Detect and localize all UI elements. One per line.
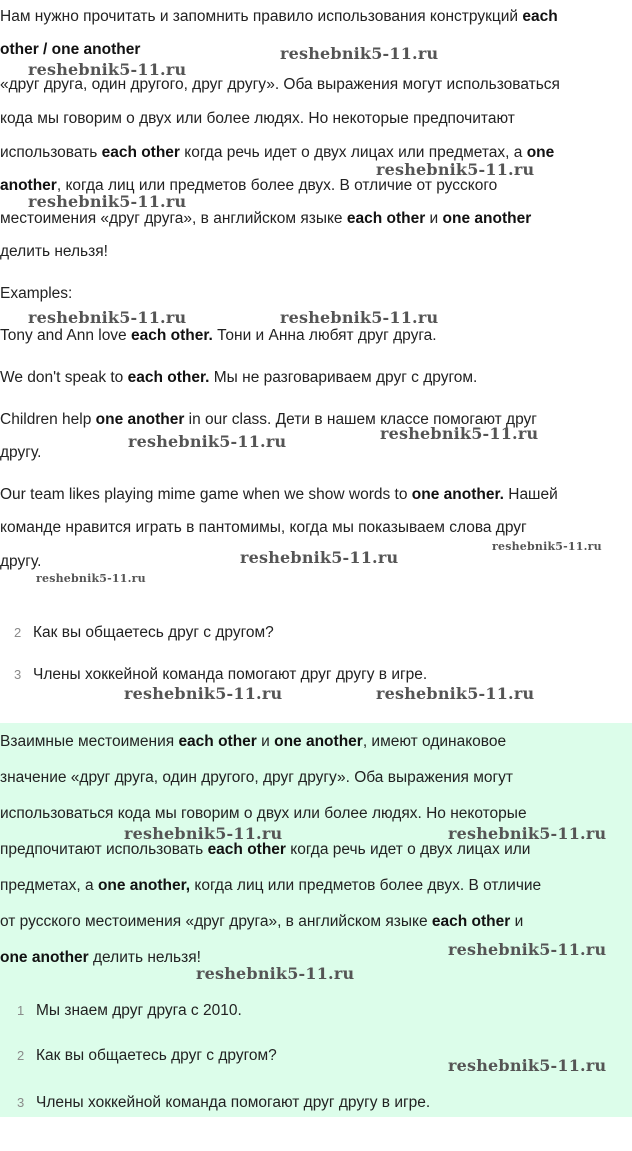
watermark: reshebnik5-11.ru [280,308,439,327]
intro-line-8: делить нельзя! [0,243,108,260]
watermark: reshebnik5-11.ru [492,540,602,553]
list-item: Мы знаем друг друга с 2010. [36,1002,242,1019]
watermark: reshebnik5-11.ru [448,1056,607,1075]
list-item: Члены хоккейной команда помогают друг другу в игре. [33,666,428,683]
example-1: Tony and Ann love each other. Тони и Анна любят друг друга. [0,327,437,344]
watermark: reshebnik5-11.ru [124,824,283,843]
example-4-line-1: Our team likes playing mime game when we show words to one another. Нашей [0,486,558,503]
watermark: reshebnik5-11.ru [36,572,146,585]
answer-line-6: от русского местоимения «друг друга», в английском языке each other и [0,913,524,930]
answer-line-4: предпочитают использовать each other когда речь идет о двух лицах или [0,841,531,858]
intro-line-1: Нам нужно прочитать и запомнить правило использования конструкций each [0,8,558,25]
watermark: reshebnik5-11.ru [196,964,355,983]
list-item: Как вы общаетесь друг с другом? [36,1047,277,1064]
watermark: reshebnik5-11.ru [28,192,187,211]
watermark: reshebnik5-11.ru [128,432,287,451]
watermark: reshebnik5-11.ru [280,44,439,63]
example-4-line-3: другу. [0,553,42,570]
watermark: reshebnik5-11.ru [448,940,607,959]
list-item: Члены хоккейной команда помогают друг другу в игре. [36,1094,431,1111]
list-item: Как вы общаетесь друг с другом? [33,624,274,641]
watermark: reshebnik5-11.ru [28,308,187,327]
list-item-number: 3 [14,667,22,682]
watermark: reshebnik5-11.ru [376,160,535,179]
answer-line-3: использоваться кода мы говорим о двух или более людях. Но некоторые [0,805,527,822]
example-2: We don't speak to each other. Мы не разговариваем друг с другом. [0,369,478,386]
intro-line-4: кода мы говорим о двух или более людях. Но некоторые предпочитают [0,110,515,127]
watermark: reshebnik5-11.ru [124,684,283,703]
example-3-line-2: другу. [0,444,42,461]
answer-line-5: предметах, а one another, когда лиц или предметов более двух. В отличие [0,877,542,894]
list-item-number: 2 [17,1048,25,1063]
intro-line-6: another, когда лиц или предметов более двух. В отличие от русского [0,177,498,194]
examples-heading: Examples: [0,285,73,302]
answer-line-2: значение «друг друга, один другого, друг другу». Оба выражения могут [0,769,514,786]
list-item-number: 1 [17,1003,25,1018]
watermark: reshebnik5-11.ru [380,424,539,443]
watermark: reshebnik5-11.ru [28,60,187,79]
intro-line-2: other / one another [0,41,141,58]
intro-line-5: использовать each other когда речь идет о двух лицах или предметах, а one [0,144,555,161]
answer-line-7: one another делить нельзя! [0,949,201,966]
list-item-number: 2 [14,625,22,640]
example-4-line-2: команде нравится играть в пантомимы, когда мы показываем слова друг [0,519,527,536]
list-item-number: 3 [17,1095,25,1110]
intro-line-3: «друг друга, один другого, друг другу». Оба выражения могут использоваться [0,76,560,93]
example-3-line-1: Children help one another in our class. Дети в нашем классе помогают друг [0,411,537,428]
watermark: reshebnik5-11.ru [240,548,399,567]
intro-line-7: местоимения «друг друга», в английском языке each other и one another [0,210,532,227]
watermark: reshebnik5-11.ru [448,824,607,843]
answer-line-1: Взаимные местоимения each other и one another, имеют одинаковое [0,733,507,750]
watermark: reshebnik5-11.ru [376,684,535,703]
